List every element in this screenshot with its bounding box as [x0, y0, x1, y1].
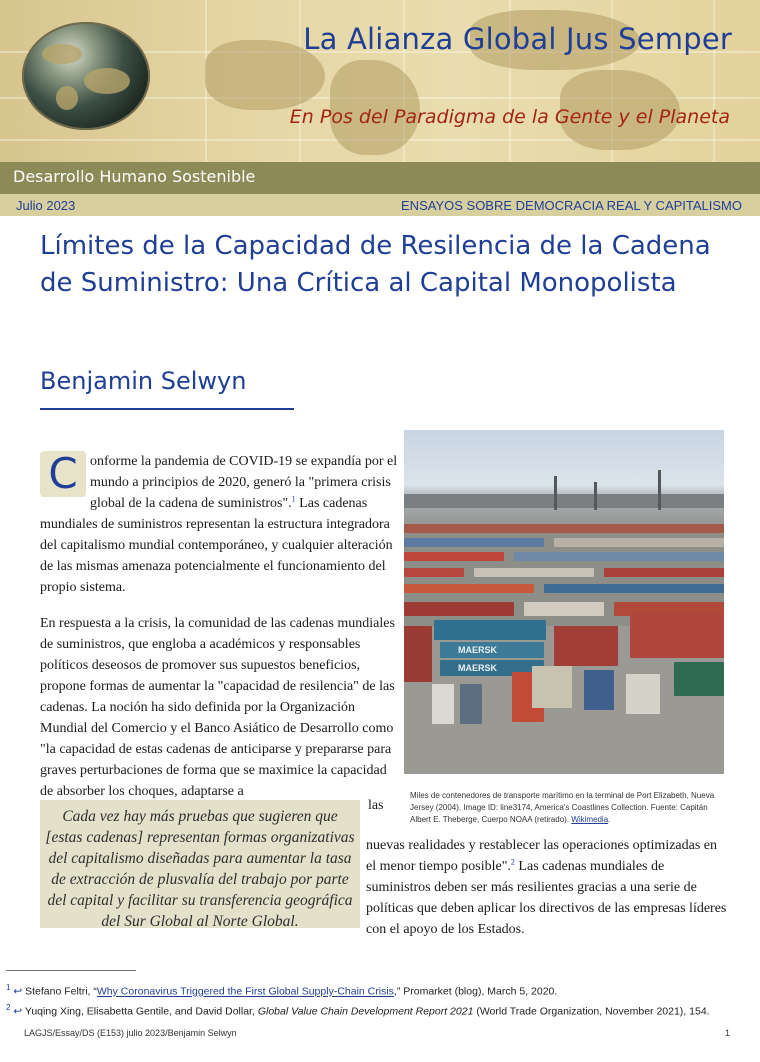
photo-container-row [544, 584, 724, 593]
photo-truck [532, 666, 572, 708]
footnote-2-number: 2 [6, 1003, 11, 1012]
photo-container-row [524, 602, 604, 616]
drop-cap: C [40, 451, 86, 497]
photo-container-row [554, 538, 724, 547]
caption-source-link[interactable]: Wikimedia [571, 815, 609, 824]
paragraph-1 [40, 451, 398, 598]
photo-container-stack [404, 626, 432, 682]
paragraph-2-tail: las [368, 798, 384, 813]
photo-caption-text: Miles de contenedores de transporte marítimo en la terminal de Port Elizabeth, Nueva Jersey (2004). Image ID: line3174, America's Coastlines Collection. Fuente: Capitán Albert E. Theberge, Cuerpo NOAA (retirado). [410, 791, 715, 824]
photo-crane [554, 476, 557, 510]
photo-container-stack [554, 626, 618, 666]
footnote-ref-1[interactable]: 1 [291, 494, 296, 504]
photo-container-row [474, 568, 594, 577]
photo-container-stack [434, 620, 546, 640]
paragraph-3-text-cont: Las cadenas mundiales de suministros deben ser más resilientes gracias a una serie de políticas que deben aplicar los directivos de las empresas líderes con el apoyo de los Estados. [366, 859, 727, 937]
paragraph-2: En respuesta a la crisis, la comunidad de las cadenas mundiales de suministros, que engloba a académicos y responsables políticos deseosos de promover sus supuestos beneficios, propone formas de aumentar la "capacidad de resilencia" de las cadenas. La noción ha sido definida por la Organización Mundial del Comercio y el Banco Asiático de Desarrollo como "la capacidad de estas cadenas de anticiparse y prepararse para graves perturbaciones de forma que se maximice la capacidad de absorber los choques, adaptarse a [40, 616, 395, 799]
globe-land-shape [84, 68, 130, 94]
footnote-1 [6, 983, 557, 998]
footnote-ref-2[interactable]: 2 [510, 857, 515, 867]
footnote-2 [6, 1003, 710, 1018]
footnote-2-post: (World Trade Organization, November 2021), 154. [473, 1005, 710, 1018]
globe-land-shape [56, 86, 78, 110]
paragraph-1-text-cont: Las cadenas mundiales de suministros representan la estructura integradora del capitalismo mundial contemporáneo, y cualquier alteración de las mismas amenaza potencialmente el funcionamiento del propio sistema. [40, 496, 393, 595]
paragraph-1-text: onforme la pandemia de COVID-19 se expandía por el mundo a principios de 2020, generó la "primera crisis global de la cadena de suministros". [90, 454, 398, 511]
publication-date: Julio 2023 [16, 198, 76, 213]
series-label: ENSAYOS SOBRE DEMOCRACIA REAL Y CAPITALISMO [401, 198, 742, 213]
photo-container-label: MAERSK [440, 660, 544, 676]
photo-truck [626, 674, 660, 714]
footnote-1-backref-icon[interactable]: ↩ [13, 985, 23, 998]
author-underline [40, 408, 294, 410]
photo-truck [460, 684, 482, 724]
footnote-2-pre: Yuqing Xing, Elisabetta Gentile, and David Dollar, [24, 1005, 258, 1018]
footnote-1-number: 1 [6, 983, 11, 992]
photo-crane [594, 482, 597, 510]
document-reference: LAGJS/Essay/DS (E153) julio 2023/Benjamin Selwyn [24, 1028, 237, 1038]
photo-container-label: MAERSK [440, 642, 544, 658]
photo-truck [584, 670, 614, 710]
footnote-2-backref-icon[interactable]: ↩ [13, 1005, 23, 1018]
site-title: La Alianza Global Jus Semper [303, 22, 732, 56]
site-tagline: En Pos del Paradigma de la Gente y el Planeta [289, 106, 730, 128]
photo-caption [410, 790, 722, 826]
footnote-divider [6, 970, 136, 971]
header-banner [0, 0, 760, 162]
article-title: Límites de la Capacidad de Resilencia de la Cadena de Suministro: Una Crítica al Capital Monopolista [40, 231, 711, 298]
page-number: 1 [724, 1028, 730, 1038]
globe-logo [22, 22, 150, 130]
footnote-2-report-title: Global Value Chain Development Report 2021 [257, 1005, 474, 1018]
footnote-1-post: ,” Promarket (blog), March 5, 2020. [393, 985, 558, 998]
photo-container-row [404, 568, 464, 577]
photo-container-row [404, 524, 724, 533]
photo-container-row [604, 568, 724, 577]
article-author: Benjamin Selwyn [40, 367, 247, 395]
photo-caption-end: . [608, 815, 611, 824]
pull-quote-text: Cada vez hay más pruebas que sugieren que [estas cadenas] representan formas organizativas del capitalismo diseñadas para aumentar la tasa de extracción de plusvalía del trabajo por parte del capital y facilitar su transferencia geográfica del Sur Global al Norte Global. [45, 808, 355, 930]
footnote-1-link[interactable]: Why Coronavirus Triggered the First Global Supply-Chain Crisis [96, 985, 394, 998]
container-port-photo [404, 430, 724, 774]
paragraph-3 [366, 835, 730, 940]
photo-truck [432, 684, 454, 724]
globe-land-shape [42, 44, 82, 64]
section-label: Desarrollo Humano Sostenible [13, 167, 256, 186]
footnote-1-pre: Stefano Feltri, “ [25, 985, 97, 998]
photo-container-row [404, 552, 504, 561]
photo-crane [658, 470, 661, 510]
paragraph-3-text: nuevas realidades y restablecer las operaciones optimizadas en el menor tiempo posible". [366, 838, 718, 874]
photo-container-stack [674, 662, 724, 696]
photo-container-row [404, 584, 534, 593]
photo-container-row [404, 538, 544, 547]
photo-skyline [404, 494, 724, 508]
photo-container-stack [630, 614, 724, 658]
photo-container-row [514, 552, 724, 561]
photo-container-row [404, 602, 514, 616]
